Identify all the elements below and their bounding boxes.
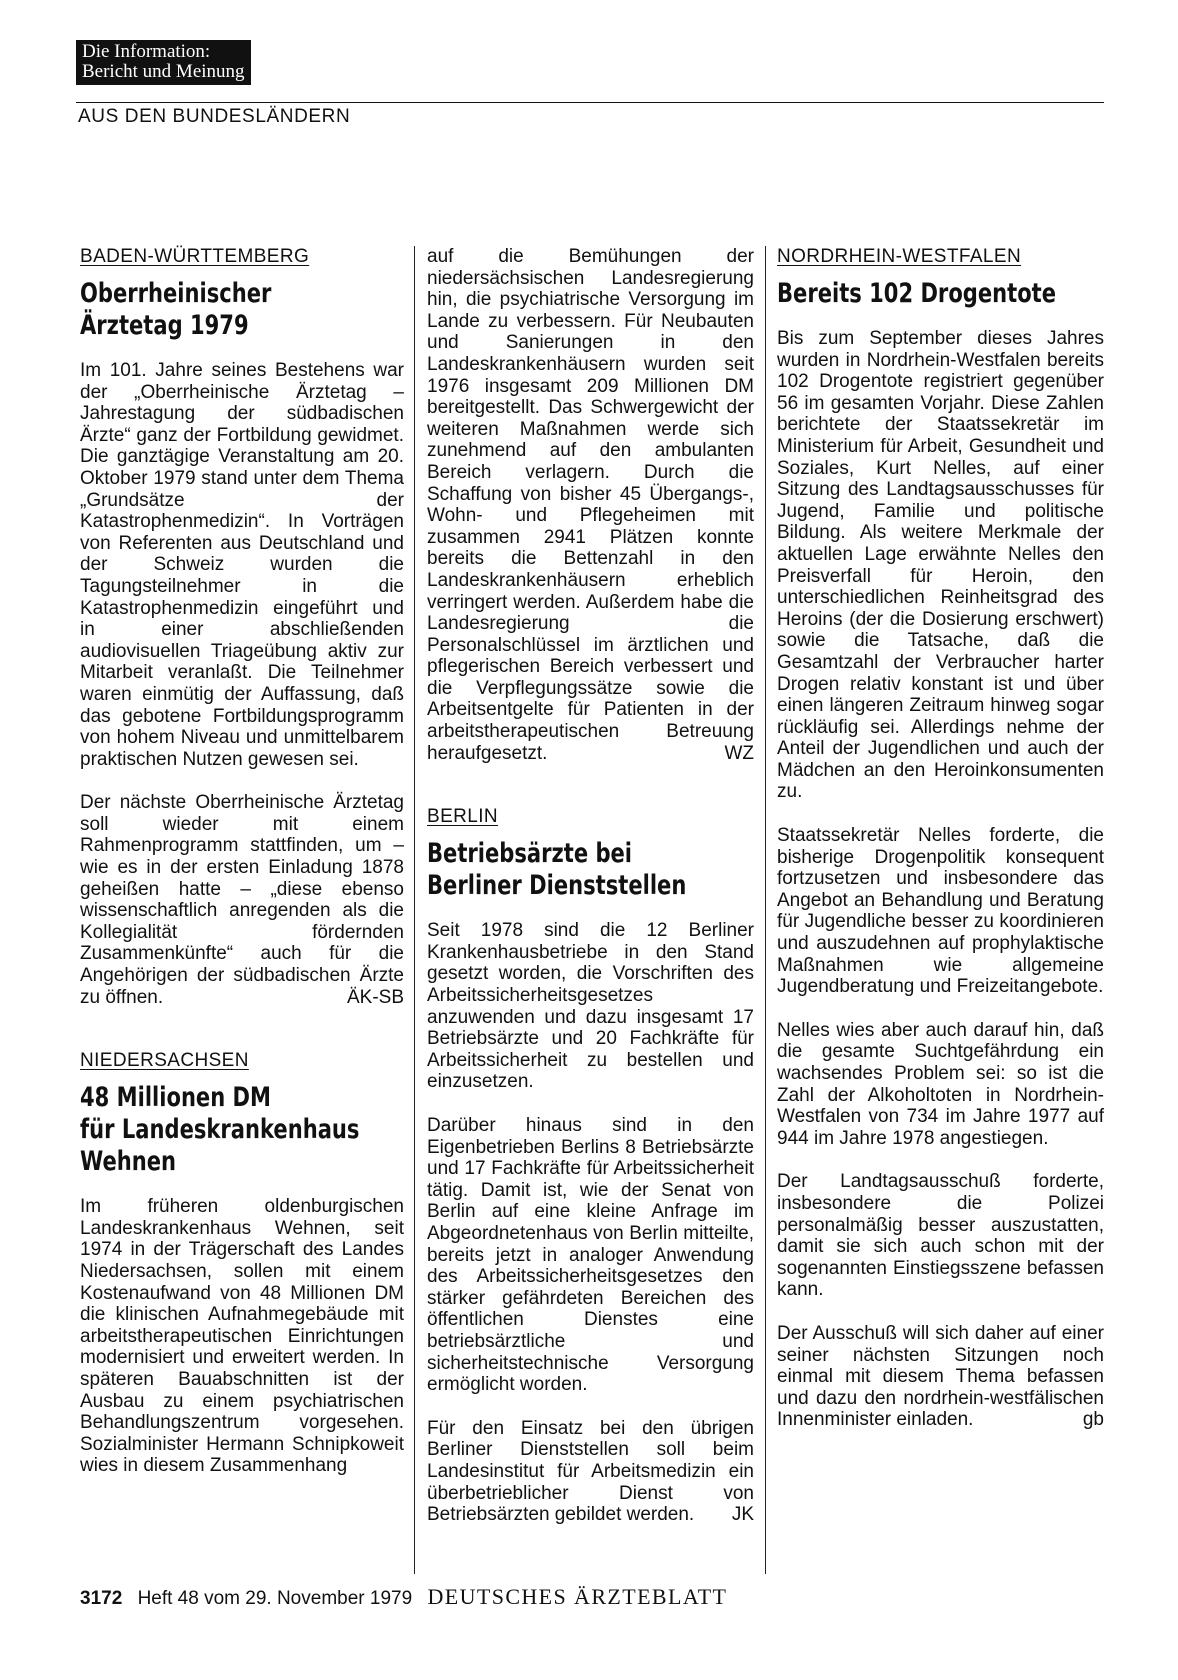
headline-betriebsaerzte	[427, 838, 687, 902]
article-paragraph	[777, 1323, 1104, 1431]
region-label-nordrhein-westfalen: NORDRHEIN-WESTFALEN	[777, 246, 1022, 267]
rubric-line-1: Die Information:	[82, 41, 211, 62]
headline-line: Wehnen	[80, 1146, 177, 1178]
article-paragraph: Der Landtagsausschuß forderte, insbesondere die Polizei personalmäßig besser auszustatten, damit sie sich auch schon mit der sogenannten Einstiegsszene befassen kann.	[777, 1171, 1104, 1301]
article-paragraph	[80, 792, 404, 1008]
article-paragraph: Seit 1978 sind die 12 Berliner Krankenhausbetriebe in den Stand gesetzt worden, die Vorschriften des Arbeitssicherheitsgesetzes anzuwenden und dazu insgesamt 17 Betriebsärzte und 20 Fachkräfte für Arbeitssicherheit zu bestellen und einzusetzen.	[427, 920, 754, 1093]
article-paragraph: Staatssekretär Nelles forderte, die bisherige Drogenpolitik konsequent fortzusetzen und insbesondere das Angebot an Behandlung und Beratung für Jugendliche besser zu koordinieren und auszudehnen auf prophylaktische Maßnahmen wie allgemeine Jugendberatung und Freizeitangebote.	[777, 825, 1104, 998]
section-title: AUS DEN BUNDESLÄNDERN	[78, 106, 351, 127]
author-signature: WZ	[724, 742, 754, 764]
headline-drogentote	[777, 278, 1057, 310]
headline-line: für Landeskrankenhaus	[80, 1114, 360, 1146]
author-signature: JK	[731, 1504, 754, 1526]
paragraph-text: Der Ausschuß will sich daher auf einer seiner nächsten Sitzungen noch einmal mit diesem Thema befassen und dazu den nordrhein-westfälischen Innenminister einladen.	[777, 1322, 1104, 1431]
article-paragraph	[427, 246, 754, 764]
headline-line: Betriebsärzte bei	[427, 838, 633, 870]
rubric-badge	[76, 40, 251, 85]
magazine-name: DEUTSCHES ÄRZTEBLATT	[427, 1584, 728, 1609]
page-number: 3172	[80, 1588, 123, 1609]
headline-line: Bereits 102 Drogentote	[777, 278, 1057, 309]
issue-info: Heft 48 vom 29. November 1979	[137, 1588, 413, 1609]
headline-line: Oberrheinischer	[80, 278, 272, 309]
paragraph-text: Für den Einsatz bei den übrigen Berliner Dienststellen soll beim Landesinstitut für Arbeitsmedizin ein überbetrieblicher Dienst von Betriebsärzten gebildet werden.	[427, 1417, 754, 1526]
headline-line: Berliner Dienststellen	[427, 870, 687, 902]
column-divider-2	[765, 246, 766, 1574]
paragraph-text: auf die Bemühungen der niedersächsischen Landesregierung hin, die psychiatrische Versorgung im Lande zu verbessern. Für Neubauten und Sanierungen in den Landeskrankenhäusern wurden seit 1976 insgesamt 209 Millionen DM bereitgestellt. Das Schwergewicht der weiteren Maßnahmen werde sich zunehmend auf den ambulanten Bereich verlagern. Durch die Schaffung von bisher 45 Übergangs-, Wohn- und Pflegeheimen mit zusammen 2941 Plätzen konnte bereits die Bettenzahl in den Landeskrankenhäusern erheblich verringert werden. Außerdem habe die Landesregierung die Personalschlüssel im ärztlichen und pflegerischen Bereich verbessert und die Verpflegungssätze sowie die Arbeitsentgelte für Patienten in der arbeitstherapeutischen Betreuung heraufgesetzt.	[427, 246, 754, 764]
column-3	[777, 246, 1104, 1431]
author-signature: ÄK-SB	[346, 986, 404, 1008]
headline-line: Ärztetag 1979	[80, 310, 249, 341]
author-signature: gb	[1082, 1409, 1104, 1431]
region-label-niedersachsen: NIEDERSACHSEN	[80, 1050, 249, 1072]
article-paragraph: Nelles wies aber auch darauf hin, daß die gesamte Suchtgefährdung ein wachsendes Problem sei: so ist die Zahl der Alkoholtoten in Nordrhein-Westfalen von 734 im Jahre 1977 auf 944 im Jahre 1978 angestiegen.	[777, 1019, 1104, 1149]
column-1	[80, 246, 404, 1477]
rubric-line-2: Bericht und Meinung	[82, 61, 245, 82]
headline-wehnen	[80, 1082, 360, 1178]
column-divider-1	[414, 246, 415, 1574]
page-footer	[80, 1584, 727, 1610]
headline-line: 48 Millionen DM	[80, 1082, 271, 1114]
headline-aerztetag	[80, 278, 333, 342]
region-label-berlin: BERLIN	[427, 806, 499, 828]
article-paragraph: Darüber hinaus sind in den Eigenbetrieben Berlins 8 Betriebsärzte und 17 Fachkräfte für Arbeitssicherheit tätig. Damit ist, wie der Senat von Berlin auf eine kleine Anfrage im Abgeordnetenhaus von Berlin mitteilte, bereits jetzt in analoger Anwendung des Arbeitssicherheitsgesetzes den stärker gefährdeten Bereichen des öffentlichen Dienstes eine betriebsärztliche und sicherheitstechnische Versorgung ermöglicht worden.	[427, 1115, 754, 1396]
region-label-baden-wuerttemberg: BADEN-WÜRTTEMBERG	[80, 246, 310, 267]
column-2	[427, 246, 754, 1526]
header-rule	[76, 102, 1104, 103]
paragraph-text: Der nächste Oberrheinische Ärztetag soll wieder mit einem Rahmenprogramm stattfinden, um – wie es in der ersten Einladung 1878 geheißen hatte – „diese ebenso wissenschaftlich anregenden als die Kollegialität fördernden Zusammenkünfte“ auch für die Angehörigen der südbadischen Ärzte zu öffnen.	[80, 792, 404, 1008]
article-paragraph: Im früheren oldenburgischen Landeskrankenhaus Wehnen, seit 1974 in der Trägerschaft des Landes Niedersachsen, sollen mit einem Kostenaufwand von 48 Millionen DM die klinischen Aufnahmegebäude mit arbeitstherapeutischen Einrichtungen modernisiert und erweitert werden. In späteren Bauabschnitten ist der Ausbau zu einem psychiatrischen Behandlungszentrum vorgesehen. Sozialminister Hermann Schnipkoweit wies in diesem Zusammenhang	[80, 1196, 404, 1477]
article-paragraph: Bis zum September dieses Jahres wurden in Nordrhein-Westfalen bereits 102 Drogentote registriert gegenüber 56 im gesamten Vorjahr. Diese Zahlen berichtete der Staatssekretär im Ministerium für Arbeit, Gesundheit und Soziales, Kurt Nelles, auf einer Sitzung des Landtagsausschusses für Jugend, Familie und politische Bildung. Als weitere Merkmale der aktuellen Lage erwähnte Nelles den Preisverfall für Heroin, den unterschiedlichen Reinheitsgrad des Heroins (der die Dosierung erschwert) sowie die Tatsache, daß die Gesamtzahl der Verbraucher harter Drogen relativ konstant ist und über einen längeren Zeitraum hinweg sogar rückläufig sei. Allerdings nehme der Anteil der Jugendlichen und auch der Mädchen an den Heroinkonsumenten zu.	[777, 328, 1104, 803]
article-paragraph	[427, 1418, 754, 1526]
article-paragraph: Im 101. Jahre seines Bestehens war der „Oberrheinische Ärztetag – Jahrestagung der südbadischen Ärzte“ ganz der Fortbildung gewidmet. Die ganztägige Veranstaltung am 20. Oktober 1979 stand unter dem Thema „Grundsätze der Katastrophenmedizin“. In Vorträgen von Referenten aus Deutschland und der Schweiz wurden die Tagungsteilnehmer in die Katastrophenmedizin eingeführt und in einer abschließenden audiovisuellen Triageübung aktiv zur Mitarbeit veranlaßt. Die Teilnehmer waren einmütig der Auffassung, daß das gebotene Fortbildungsprogramm von hohem Niveau und unmittelbarem praktischen Nutzen gewesen sei.	[80, 360, 404, 770]
